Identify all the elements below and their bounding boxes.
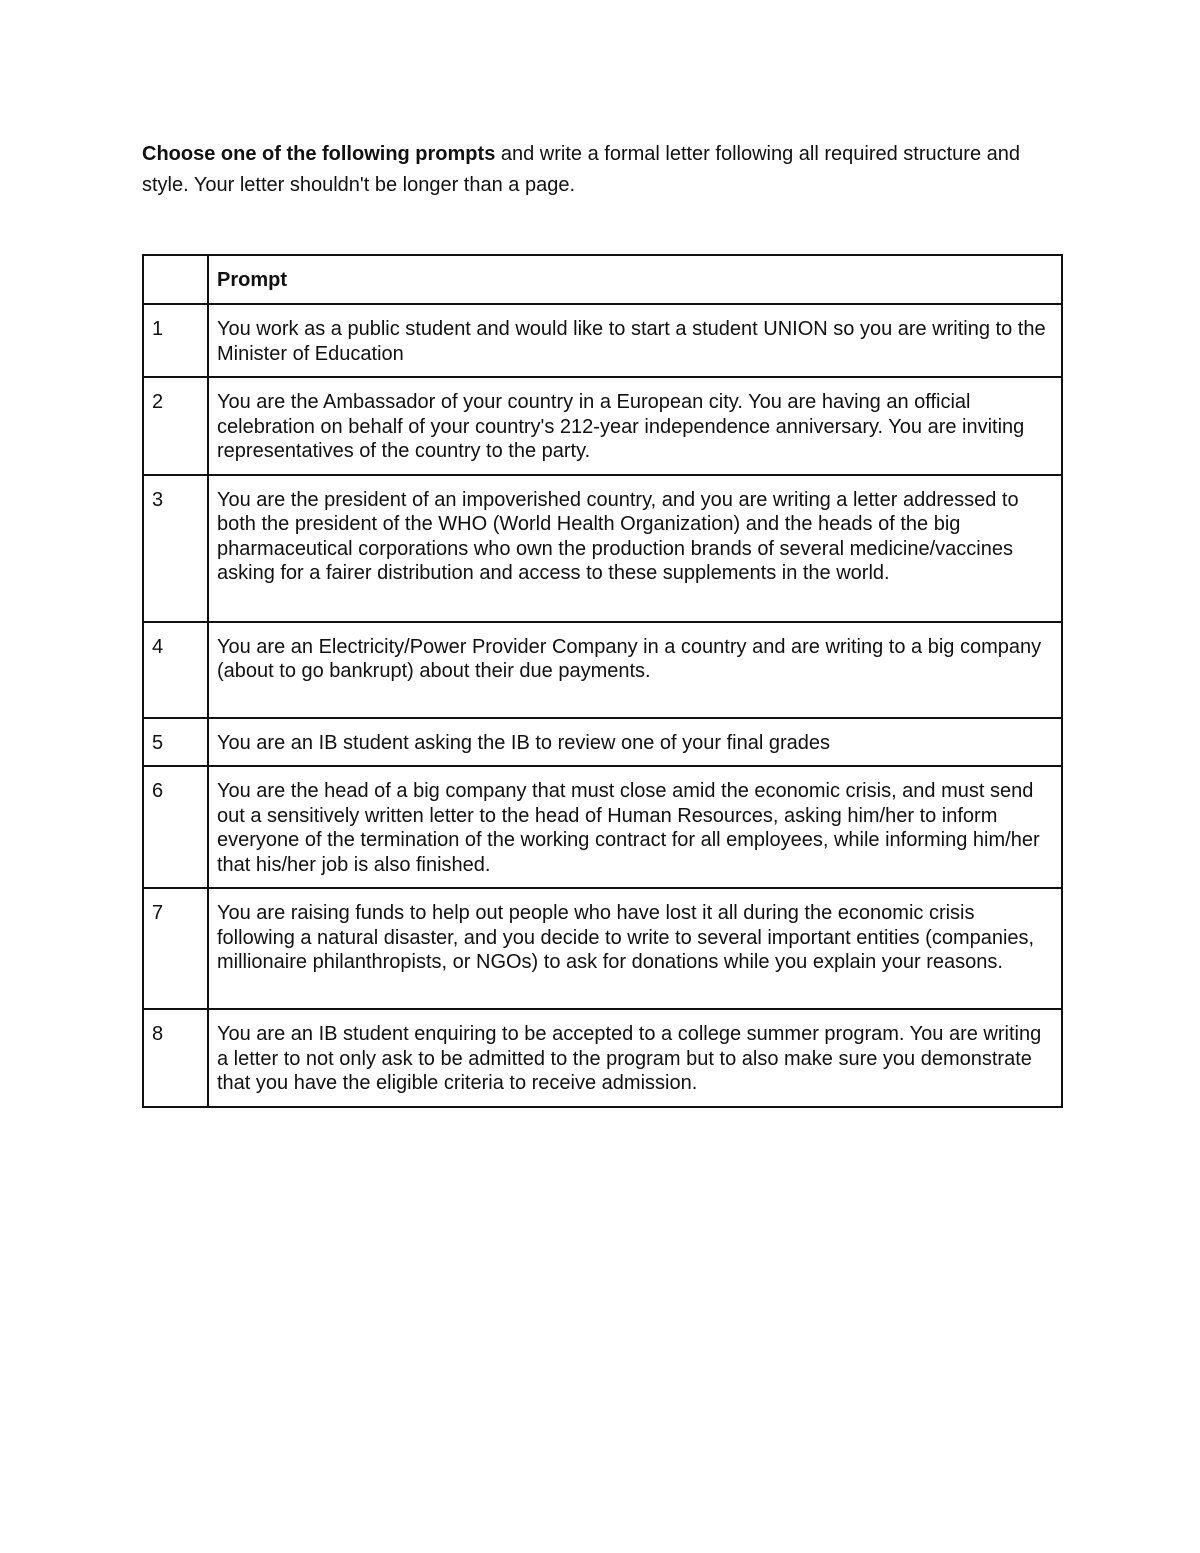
row-prompt: You are an Electricity/Power Provider Company in a country and are writing to a big company (about to go bankrupt) about their due payments. bbox=[208, 622, 1062, 718]
row-number: 4 bbox=[143, 622, 208, 718]
row-number: 6 bbox=[143, 766, 208, 888]
row-prompt: You are the head of a big company that must close amid the economic crisis, and must send out a sensitively written letter to the head of Human Resources, asking him/her to inform everyone of the termination of the working contract for all employees, while informing him/her that his/her job is also finished. bbox=[208, 766, 1062, 888]
row-prompt: You are an IB student enquiring to be accepted to a college summer program. You are writing a letter to not only ask to be admitted to the program but to also make sure you demonstrate that you have the eligible criteria to receive admission. bbox=[208, 1009, 1062, 1107]
row-number: 1 bbox=[143, 304, 208, 377]
instructions-paragraph bbox=[142, 139, 1062, 201]
instructions-text: and write a formal letter following all required structure and style. Your letter shouldn't be longer than a page. bbox=[142, 143, 1021, 196]
table-row bbox=[143, 718, 1062, 767]
row-number: 5 bbox=[143, 718, 208, 767]
row-prompt: You are an IB student asking the IB to review one of your final grades bbox=[208, 718, 1062, 767]
row-number: 2 bbox=[143, 377, 208, 475]
table-row bbox=[143, 377, 1062, 475]
prompts-table bbox=[142, 254, 1063, 1108]
table-header-row bbox=[143, 255, 1062, 304]
row-prompt: You are the Ambassador of your country in a European city. You are having an official celebration on behalf of your country's 212-year independence anniversary. You are inviting representatives of the country to the party. bbox=[208, 377, 1062, 475]
table-row bbox=[143, 1009, 1062, 1107]
row-number: 8 bbox=[143, 1009, 208, 1107]
instructions-bold-lead: Choose one of the following prompts bbox=[142, 143, 496, 165]
table-row bbox=[143, 622, 1062, 718]
row-prompt: You are the president of an impoverished country, and you are writing a letter addressed to both the president of the WHO (World Health Organization) and the heads of the big pharmaceutical corporations who own the production brands of several medicine/vaccines asking for a fairer distribution and access to these supplements in the world. bbox=[208, 475, 1062, 622]
row-number: 3 bbox=[143, 475, 208, 622]
table-row bbox=[143, 304, 1062, 377]
header-number-cell bbox=[143, 255, 208, 304]
header-prompt-cell: Prompt bbox=[208, 255, 1062, 304]
table-row bbox=[143, 888, 1062, 1009]
row-number: 7 bbox=[143, 888, 208, 1009]
row-prompt: You work as a public student and would like to start a student UNION so you are writing to the Minister of Education bbox=[208, 304, 1062, 377]
table-row bbox=[143, 475, 1062, 622]
row-prompt: You are raising funds to help out people who have lost it all during the economic crisis following a natural disaster, and you decide to write to several important entities (companies, millionaire philanthropists, or NGOs) to ask for donations while you explain your reasons. bbox=[208, 888, 1062, 1009]
table-row bbox=[143, 766, 1062, 888]
